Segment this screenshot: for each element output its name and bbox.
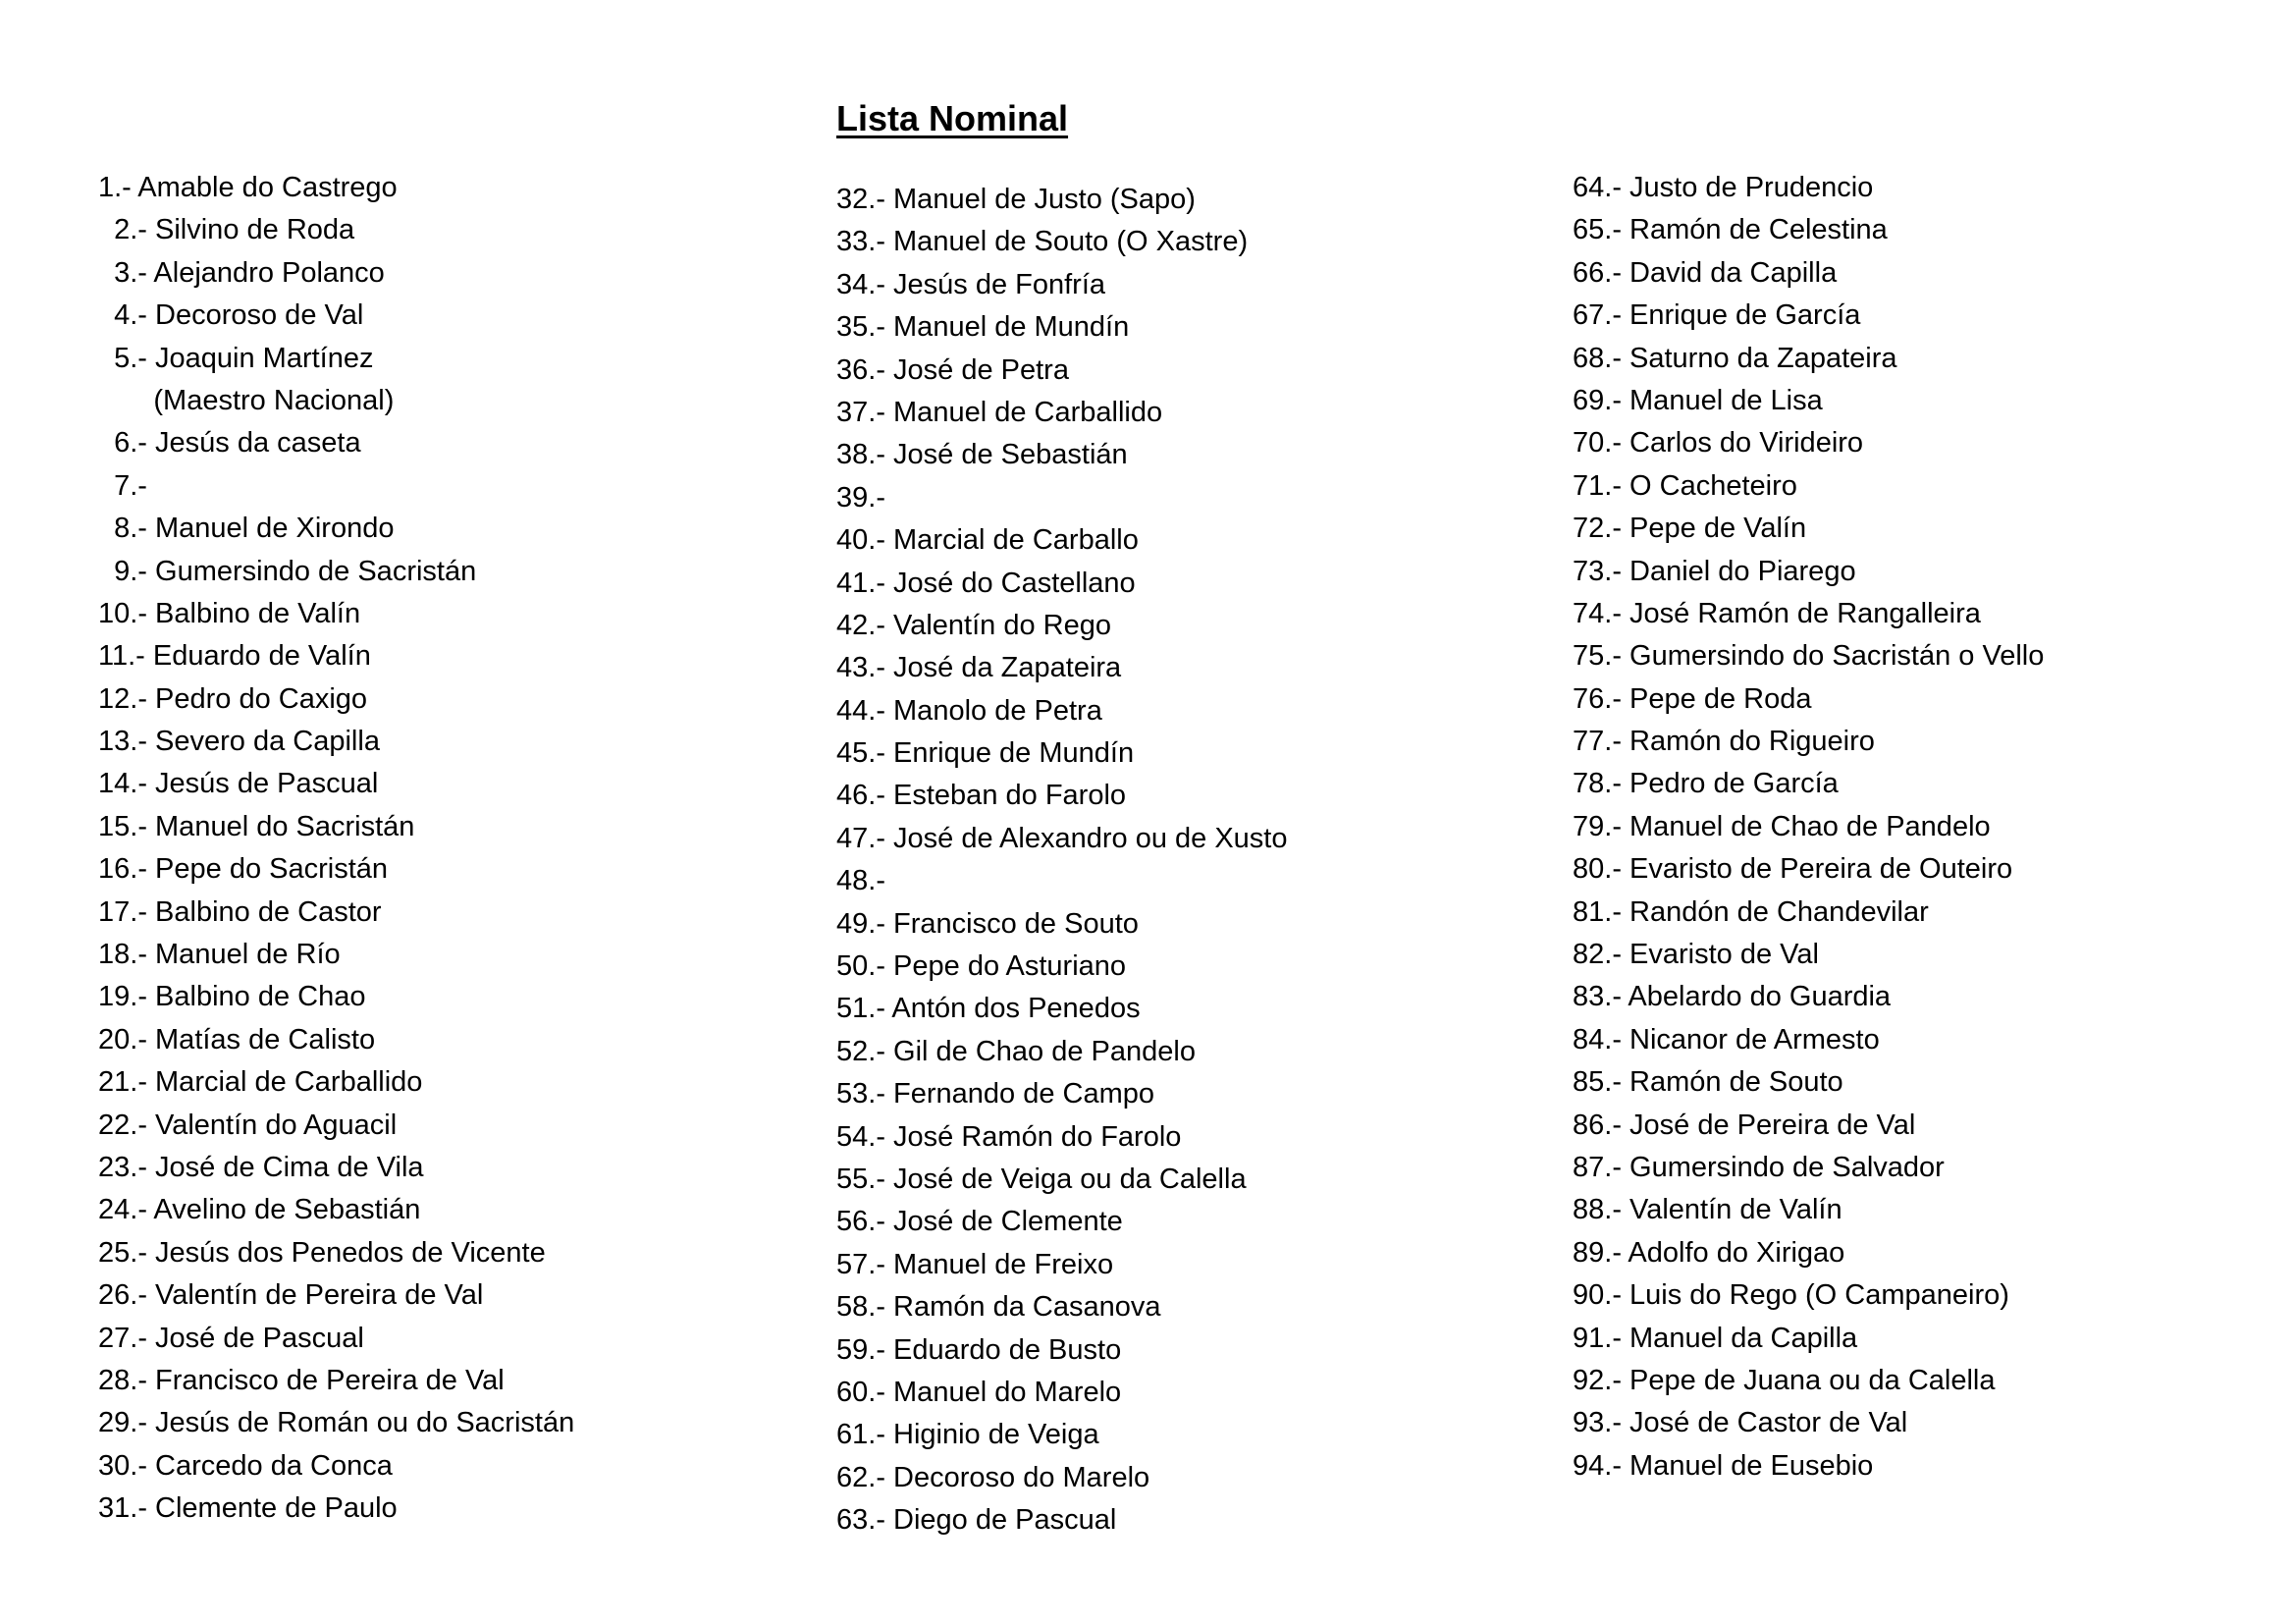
list-item: 37.- Manuel de Carballido [836, 396, 1163, 428]
list-item: 23.- José de Cima de Vila [98, 1151, 424, 1183]
list-item: 52.- Gil de Chao de Pandelo [836, 1035, 1196, 1067]
list-item: 3.- Alejandro Polanco [98, 256, 385, 289]
list-item: 87.- Gumersindo de Salvador [1573, 1151, 1945, 1183]
list-item: 77.- Ramón do Rigueiro [1573, 726, 1875, 758]
list-item: 36.- José de Petra [836, 353, 1069, 386]
list-item: 53.- Fernando de Campo [836, 1078, 1155, 1110]
list-item: 60.- Manuel do Marelo [836, 1376, 1122, 1408]
list-item: 93.- José de Castor de Val [1573, 1407, 1908, 1439]
list-item: 84.- Nicanor de Armesto [1573, 1023, 1880, 1056]
list-item: 26.- Valentín de Pereira de Val [98, 1279, 484, 1312]
list-item: 59.- Eduardo de Busto [836, 1333, 1122, 1366]
list-item: 78.- Pedro de García [1573, 768, 1839, 800]
list-item: 21.- Marcial de Carballido [98, 1066, 423, 1099]
list-item: 14.- Jesús de Pascual [98, 768, 379, 800]
list-item: 40.- Marcial de Carballo [836, 524, 1139, 557]
list-item: 18.- Manuel de Río [98, 939, 341, 971]
list-item: 6.- Jesús da caseta [98, 427, 361, 460]
list-item: 70.- Carlos do Virideiro [1573, 427, 1864, 460]
name-list-column-2 [836, 179, 1287, 1543]
list-item: 7.- [98, 469, 147, 502]
name-list-column-3 [1573, 167, 2044, 1488]
list-item: 32.- Manuel de Justo (Sapo) [836, 184, 1196, 215]
list-item: 11.- Eduardo de Valín [98, 640, 371, 673]
list-item: 57.- Manuel de Freixo [836, 1248, 1114, 1280]
list-item: 51.- Antón dos Penedos [836, 993, 1141, 1025]
list-item: 67.- Enrique de García [1573, 299, 1861, 332]
list-item: 86.- José de Pereira de Val [1573, 1109, 1916, 1141]
list-item: 44.- Manolo de Petra [836, 694, 1102, 727]
list-item: 65.- Ramón de Celestina [1573, 214, 1888, 246]
list-item: 54.- José Ramón do Farolo [836, 1120, 1182, 1153]
list-item: 38.- José de Sebastián [836, 439, 1128, 471]
list-item: 43.- José da Zapateira [836, 652, 1122, 684]
list-item: 92.- Pepe de Juana ou da Calella [1573, 1364, 1996, 1396]
list-item: 49.- Francisco de Souto [836, 907, 1139, 940]
list-item: 80.- Evaristo de Pereira de Outeiro [1573, 853, 2013, 886]
list-item: 90.- Luis do Rego (O Campaneiro) [1573, 1279, 2009, 1312]
list-item: 74.- José Ramón de Rangalleira [1573, 597, 1981, 629]
list-item: 25.- Jesús dos Penedos de Vicente [98, 1236, 546, 1269]
list-item: 56.- José de Clemente [836, 1206, 1123, 1238]
list-item: 17.- Balbino de Castor [98, 895, 382, 928]
list-item: 35.- Manuel de Mundín [836, 311, 1130, 344]
list-item: 83.- Abelardo do Guardia [1573, 981, 1892, 1013]
list-item: 31.- Clemente de Paulo [98, 1492, 398, 1525]
list-item: 63.- Diego de Pascual [836, 1504, 1117, 1537]
list-item: 72.- Pepe de Valín [1573, 513, 1807, 545]
list-item: 13.- Severo da Capilla [98, 726, 380, 758]
list-item: 85.- Ramón de Souto [1573, 1066, 1843, 1099]
list-item: 47.- José de Alexandro ou de Xusto [836, 822, 1288, 854]
list-item: 10.- Balbino de Valín [98, 597, 361, 629]
list-item: 34.- Jesús de Fonfría [836, 268, 1106, 300]
list-item: 61.- Higinio de Veiga [836, 1419, 1099, 1451]
list-item: 27.- José de Pascual [98, 1322, 364, 1354]
list-item: 68.- Saturno da Zapateira [1573, 342, 1897, 374]
list-item: 19.- Balbino de Chao [98, 981, 366, 1013]
list-item: 20.- Matías de Calisto [98, 1023, 376, 1056]
list-item: 42.- Valentín do Rego [836, 609, 1111, 641]
list-item: 45.- Enrique de Mundín [836, 737, 1135, 770]
list-item: 64.- Justo de Prudencio [1573, 172, 1874, 203]
list-item: 2.- Silvino de Roda [98, 214, 355, 246]
list-item: 30.- Carcedo da Conca [98, 1449, 393, 1482]
list-item: 82.- Evaristo de Val [1573, 939, 1819, 971]
list-item: 76.- Pepe de Roda [1573, 682, 1812, 715]
list-item: 9.- Gumersindo de Sacristán [98, 555, 477, 587]
list-item: 16.- Pepe do Sacristán [98, 853, 389, 886]
list-item: 29.- Jesús de Román ou do Sacristán [98, 1407, 575, 1439]
list-item: 48.- [836, 865, 885, 897]
list-item: 91.- Manuel da Capilla [1573, 1322, 1858, 1354]
list-item: 69.- Manuel de Lisa [1573, 384, 1823, 416]
list-item: 88.- Valentín de Valín [1573, 1194, 1842, 1226]
list-item: 89.- Adolfo do Xirigao [1573, 1236, 1845, 1269]
list-item: 55.- José de Veiga ou da Calella [836, 1163, 1247, 1195]
list-item: 8.- Manuel de Xirondo [98, 513, 395, 545]
list-item: 79.- Manuel de Chao de Pandelo [1573, 810, 1991, 842]
list-item: 75.- Gumersindo do Sacristán o Vello [1573, 640, 2045, 673]
list-item: 33.- Manuel de Souto (O Xastre) [836, 226, 1249, 258]
list-item: 12.- Pedro do Caxigo [98, 682, 368, 715]
name-list-column-1 [98, 167, 574, 1531]
list-item: 50.- Pepe do Asturiano [836, 950, 1127, 983]
list-item: 24.- Avelino de Sebastián [98, 1194, 421, 1226]
list-item: 15.- Manuel do Sacristán [98, 810, 415, 842]
list-item: 39.- [836, 481, 885, 514]
list-item: 71.- O Cacheteiro [1573, 469, 1797, 502]
list-item: 94.- Manuel de Eusebio [1573, 1449, 1874, 1482]
list-item: 66.- David da Capilla [1573, 256, 1838, 289]
list-item: 28.- Francisco de Pereira de Val [98, 1364, 505, 1396]
page-title: Lista Nominal [836, 98, 1069, 138]
list-item: (Maestro Nacional) [98, 384, 395, 416]
list-item: 62.- Decoroso do Marelo [836, 1461, 1150, 1493]
list-item: 22.- Valentín do Aguacil [98, 1109, 398, 1141]
list-item: 41.- José do Castellano [836, 567, 1136, 599]
list-item: 58.- Ramón da Casanova [836, 1291, 1161, 1324]
list-item: 4.- Decoroso de Val [98, 299, 364, 332]
list-item: 81.- Randón de Chandevilar [1573, 895, 1929, 928]
list-item: 5.- Joaquin Martínez [98, 342, 374, 374]
list-item: 73.- Daniel do Piarego [1573, 555, 1856, 587]
list-item: 46.- Esteban do Farolo [836, 780, 1127, 812]
list-item: 1.- Amable do Castrego [98, 172, 398, 203]
